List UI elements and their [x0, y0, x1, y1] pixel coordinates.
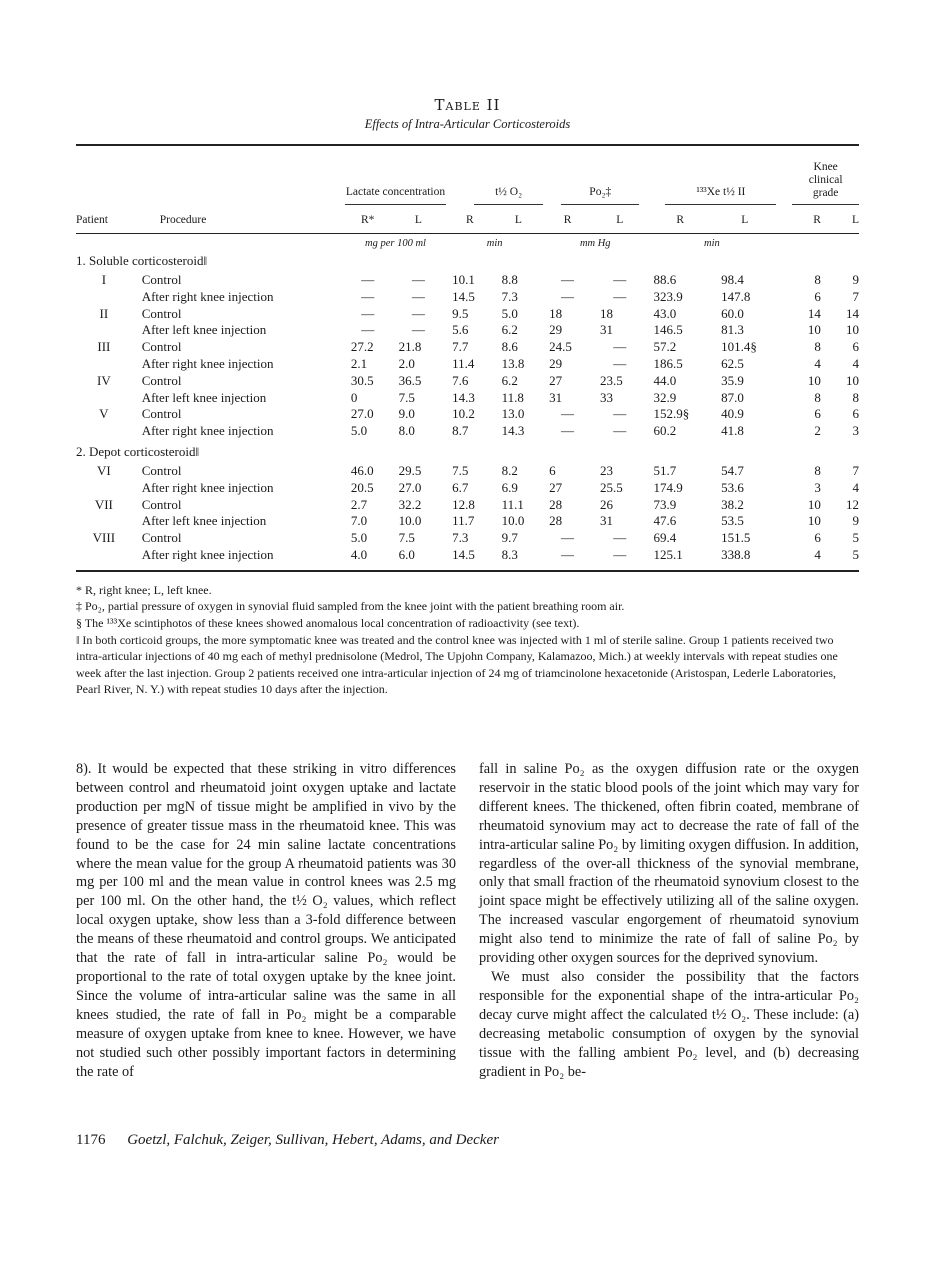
grade-r-cell: 6 — [814, 406, 821, 422]
t-l-cell: 10.0 — [501, 513, 525, 529]
grade-l-cell: 5 — [852, 530, 859, 546]
grade-r-cell: 8 — [814, 389, 821, 405]
t-r-cell: 6.7 — [452, 479, 469, 495]
grade-r-cell: 10 — [807, 372, 821, 388]
header-lactate: Lactate concentration — [345, 186, 446, 205]
grade-l-cell: 10 — [846, 372, 859, 388]
po2-l-cell: — — [613, 339, 627, 355]
grade-l-cell: 8 — [852, 389, 859, 405]
xe-l-cell: 38.2 — [721, 496, 744, 512]
xe-r-cell: 43.0 — [653, 305, 677, 321]
grade-r-cell: 2 — [814, 423, 821, 439]
t-r-cell: 10.2 — [452, 406, 475, 422]
xe-r-cell: 174.9 — [653, 479, 683, 495]
footnote-star: * R, right knee; L, left knee. — [76, 582, 212, 597]
table-row — [76, 513, 859, 530]
t-l-cell: 11.8 — [501, 389, 524, 405]
grade-r-cell: 4 — [814, 355, 821, 371]
procedure-cell: Control — [141, 272, 182, 287]
footnotes — [76, 582, 859, 698]
footnote-dagger: ‡ Po₂, partial pressure of oxygen in synovial fluid sampled from the knee joint with the patient breathing room air. — [76, 599, 625, 614]
procedure-cell: After right knee injection — [141, 423, 274, 439]
left-column — [76, 760, 456, 1081]
t-l-cell: 8.2 — [501, 462, 518, 478]
t-l-cell: 11.1 — [501, 496, 524, 512]
table-row — [76, 289, 859, 306]
patient-cell: III — [97, 339, 111, 355]
right-column — [479, 760, 859, 1081]
xe-r-cell: 69.4 — [653, 530, 677, 546]
patient-cell — [76, 480, 132, 497]
data-table: Lactate concentration t½ O₂ Po₂‡ ¹³³Xe t½ II Knee clinical grade Patient Procedure R* L R L R L R L R L mg per 100 ml min mm Hg min 1. Soluble corticosteroid‖ I Control — — 10.1 8.8 — — 88.6 98.4 8 9 After right knee injection — — 14.5 7.3 — — 323.9 147.8 6 7 II Control — — 9.5 5.0 18 18 43.0 60.0 14 14 After left knee injection — — 5.6 6.2 29 31 146.5 81.3 10 10 III Control 27.2 21.8 7.7 8.6 24.5 — 57.2 101.4§ 8 6 After right knee injection 2.1 2.0 11.4 13.8 29 — 186.5 62.5 4 4 IV Control 30.5 36.5 7.6 6.2 27 23.5 44.0 35.9 10 10 After left knee injection 0 7.5 14.3 11.8 31 33 32.9 87.0 8 8 V Control 27.0 9.0 10.2 13.0 — — 152.9§ 40.9 6 6 After right knee injection 5.0 8.0 8.7 14.3 — — 60.2 41.8 2 3 2. Depot corticosteroid‖ VI Control 46.0 29.5 7.5 8.2 6 23 51.7 54.7 8 7 After right knee injection 20.5 27.0 6.7 6.9 27 25.5 174.9 53.6 3 4 VII Control 2.7 32.2 12.8 11.1 28 26 73.9 38.2 10 12 After left knee injection 7.0 10.0 11.7 10.0 28 31 47.6 53.5 10 9 VIII Control 5.0 7.5 7.3 9.7 — — 69.4 151.5 6 5 After right knee injection 4.0 6.0 14.5 8.3 — — 125.1 338.8 4 5 — [76, 161, 859, 562]
po2-l-cell: 23 — [600, 462, 614, 478]
patient-cell — [76, 322, 132, 339]
patient-cell — [76, 356, 132, 373]
xe-l-cell: 54.7 — [721, 462, 744, 478]
po2-r-cell: 6 — [549, 462, 556, 478]
po2-l-cell: — — [613, 530, 627, 546]
header-knee-grade: Knee clinical grade — [792, 161, 859, 205]
lac-l-cell: 8.0 — [398, 423, 415, 439]
units-po2: mm Hg — [579, 238, 611, 249]
xe-l-cell: 87.0 — [721, 389, 744, 405]
procedure-cell: After left knee injection — [141, 322, 267, 338]
table-row — [76, 322, 859, 339]
t-r-cell: 5.6 — [452, 322, 469, 338]
lac-l-cell: 9.0 — [398, 406, 415, 422]
po2-l-cell: 31 — [600, 322, 614, 338]
patient-cell: VI — [97, 462, 111, 478]
units-xe: min — [704, 238, 720, 249]
lac-l-cell: 7.5 — [398, 389, 415, 405]
t-r-cell: 11.4 — [452, 355, 475, 371]
lac-r-cell: 2.1 — [350, 355, 368, 371]
procedure-cell: After right knee injection — [141, 288, 274, 304]
table-row — [76, 547, 859, 564]
grade-r-cell: 6 — [814, 530, 821, 546]
patient-cell: VIII — [92, 530, 116, 546]
xe-l-cell: 101.4§ — [721, 339, 757, 355]
table-row — [76, 390, 859, 407]
xe-r-cell: 51.7 — [653, 462, 677, 478]
patient-cell — [76, 390, 132, 407]
patient-cell — [76, 289, 132, 306]
xe-l-cell: 98.4 — [721, 272, 744, 287]
procedure-cell: After right knee injection — [141, 479, 274, 495]
grade-l-cell: 4 — [852, 479, 859, 495]
header-po2: Po₂‡ — [561, 186, 639, 205]
lac-r-cell: 27.0 — [350, 406, 374, 422]
page-number: 1176 — [76, 1132, 106, 1148]
xe-l-cell: 81.3 — [721, 322, 744, 338]
t-l-cell: 8.3 — [501, 546, 518, 562]
procedure-cell: Control — [141, 530, 182, 546]
procedure-cell: After right knee injection — [141, 355, 274, 371]
xe-r-cell: 152.9§ — [653, 406, 690, 422]
po2-r-cell: 31 — [549, 389, 563, 405]
bottom-rule — [76, 570, 859, 572]
t-l-cell: 6.2 — [501, 372, 518, 388]
po2-l-cell: — — [613, 355, 627, 371]
po2-l-cell: 25.5 — [600, 479, 623, 495]
lac-r-cell: — — [361, 272, 375, 287]
grade-l-cell: 7 — [852, 462, 859, 478]
xe-l-cell: 41.8 — [721, 423, 744, 439]
grade-l-cell: 10 — [846, 322, 859, 338]
t-l-cell: 13.0 — [501, 406, 525, 422]
po2-l-cell: — — [613, 272, 627, 287]
units-t-half: min — [486, 238, 503, 249]
po2-r-cell: 24.5 — [549, 339, 572, 355]
po2-l-cell: 18 — [600, 305, 614, 321]
table-row — [76, 339, 859, 356]
table-row — [76, 356, 859, 373]
procedure-cell: After left knee injection — [141, 389, 267, 405]
xe-l-cell: 60.0 — [721, 305, 744, 321]
t-l-cell: 6.9 — [501, 479, 518, 495]
footnote-parallel: ‖ In both corticoid groups, the more symptomatic knee was treated and the control knee was injected with 1 ml of sterile saline. Group 1 patients received two intra-articular injections of 40 mg each of methyl prednisolone (Medrol, The Upjohn Company, Kalamazoo, Mich.) at weekly intervals with repeat studies one week after the last injection. Group 2 patients received one intra-articular injection of 24 mg of triamcinolone hexacetonide (Aristospan, Lederle Laboratories, Pearl River, N. Y.) with repeat studies 10 days after the injection. — [76, 632, 838, 697]
table-row — [76, 463, 859, 480]
xe-r-cell: 73.9 — [653, 496, 677, 512]
table-row — [76, 406, 859, 423]
t-l-cell: 9.7 — [501, 530, 518, 546]
table-row — [76, 306, 859, 323]
t-l-cell: 13.8 — [501, 355, 525, 371]
po2-r-cell: 27 — [549, 372, 563, 388]
t-l-cell: 8.6 — [501, 339, 518, 355]
t-l-cell: 8.8 — [501, 272, 518, 287]
po2-r-cell: 18 — [549, 305, 563, 321]
lac-r-cell: 46.0 — [350, 462, 374, 478]
xe-r-cell: 44.0 — [653, 372, 677, 388]
lac-r-cell: 0 — [350, 389, 358, 405]
xe-r-cell: 60.2 — [653, 423, 677, 439]
po2-l-cell: — — [613, 546, 627, 562]
xe-l-cell: 147.8 — [721, 288, 751, 304]
po2-l-cell: 31 — [600, 513, 614, 529]
patient-cell — [76, 423, 132, 440]
t-r-cell: 12.8 — [452, 496, 475, 512]
running-authors: Goetzl, Falchuk, Zeiger, Sullivan, Hebert, Adams, and Decker — [127, 1132, 499, 1148]
procedure-cell: After left knee injection — [141, 513, 267, 529]
lac-r-cell: 2.7 — [350, 496, 368, 512]
header-xe: ¹³³Xe t½ II — [665, 186, 776, 205]
lac-l-cell: — — [411, 305, 425, 321]
t-l-cell: 6.2 — [501, 322, 518, 338]
grade-l-cell: 3 — [852, 423, 859, 439]
lac-r-cell: — — [361, 305, 375, 321]
t-l-cell: 14.3 — [501, 423, 525, 439]
po2-r-cell: — — [561, 423, 575, 439]
po2-l-cell: — — [613, 423, 627, 439]
grade-r-cell: 10 — [807, 322, 821, 338]
po2-l-cell: — — [613, 288, 627, 304]
lac-l-cell: 21.8 — [398, 339, 422, 355]
grade-r-cell: 8 — [814, 462, 821, 478]
t-l-cell: 7.3 — [501, 288, 518, 304]
lac-l-cell: — — [411, 322, 425, 338]
procedure-cell: Control — [141, 339, 182, 355]
lac-r-cell: — — [361, 322, 375, 338]
t-r-cell: 7.5 — [452, 462, 469, 478]
grade-r-cell: 10 — [807, 513, 821, 529]
lac-l-cell: 27.0 — [398, 479, 422, 495]
grade-r-cell: 6 — [814, 288, 821, 304]
lac-r-cell: 20.5 — [350, 479, 374, 495]
procedure-cell: Control — [141, 372, 182, 388]
t-r-cell: 7.6 — [452, 372, 469, 388]
po2-r-cell: — — [561, 406, 575, 422]
lac-r-cell: — — [361, 288, 375, 304]
procedure-cell: After right knee injection — [141, 546, 274, 562]
xe-r-cell: 47.6 — [653, 513, 677, 529]
grade-l-cell: 14 — [846, 305, 859, 321]
xe-l-cell: 338.8 — [721, 546, 751, 562]
xe-l-cell: 40.9 — [721, 406, 744, 422]
grade-l-cell: 9 — [852, 272, 859, 287]
t-r-cell: 9.5 — [452, 305, 469, 321]
footnote-section: § The ¹³³Xe scintiphotos of these knees showed anomalous local concentration of radioactivity (see text). — [76, 615, 580, 630]
patient-cell: VII — [94, 496, 113, 512]
procedure-cell: Control — [141, 462, 182, 478]
t-l-cell: 5.0 — [501, 305, 518, 321]
po2-l-cell: — — [613, 406, 627, 422]
t-r-cell: 11.7 — [452, 513, 475, 529]
procedure-cell: Control — [141, 406, 182, 422]
header-t-half-o2: t½ O₂ — [474, 186, 543, 205]
lac-l-cell: 2.0 — [398, 355, 415, 371]
lac-r-cell: 7.0 — [350, 513, 368, 529]
lac-r-cell: 4.0 — [350, 546, 368, 562]
po2-r-cell: — — [561, 288, 575, 304]
patient-cell: II — [99, 305, 109, 321]
lac-l-cell: 6.0 — [398, 546, 415, 562]
lac-l-cell: 29.5 — [398, 462, 422, 478]
lac-l-cell: 36.5 — [398, 372, 422, 388]
t-r-cell: 14.5 — [452, 288, 475, 304]
lac-r-cell: 30.5 — [350, 372, 374, 388]
grade-r-cell: 10 — [807, 496, 821, 512]
table-row — [76, 530, 859, 547]
grade-r-cell: 4 — [814, 546, 821, 562]
body-text — [76, 760, 859, 1081]
po2-r-cell: 28 — [549, 496, 563, 512]
lac-l-cell: — — [411, 272, 425, 287]
patient-cell: IV — [97, 372, 111, 388]
table-row — [76, 423, 859, 440]
t-r-cell: 7.7 — [452, 339, 469, 355]
xe-r-cell: 186.5 — [653, 355, 683, 371]
section-label: 1. Soluble corticosteroid‖ — [76, 253, 208, 268]
table-row — [76, 373, 859, 390]
xe-l-cell: 35.9 — [721, 372, 744, 388]
xe-l-cell: 62.5 — [721, 355, 744, 371]
section-label: 2. Depot corticosteroid‖ — [76, 443, 200, 459]
xe-r-cell: 125.1 — [653, 546, 683, 562]
lac-r-cell: 27.2 — [350, 339, 374, 355]
po2-l-cell: 33 — [600, 389, 614, 405]
lac-r-cell: 5.0 — [350, 530, 368, 546]
po2-r-cell: 29 — [549, 322, 563, 338]
po2-r-cell: — — [561, 530, 575, 546]
po2-l-cell: 23.5 — [600, 372, 623, 388]
procedure-cell: Control — [141, 496, 182, 512]
po2-r-cell: — — [561, 546, 575, 562]
xe-l-cell: 53.5 — [721, 513, 744, 529]
grade-l-cell: 6 — [852, 339, 859, 355]
page-footer — [76, 1132, 499, 1149]
po2-r-cell: 28 — [549, 513, 563, 529]
table-row — [76, 480, 859, 497]
patient-cell: V — [99, 406, 109, 422]
units-lactate: mg per 100 ml — [365, 238, 426, 249]
lac-l-cell: — — [411, 288, 425, 304]
grade-l-cell: 7 — [852, 288, 859, 304]
paragraph: 8). It would be expected that these striking in vitro differences between control and rheumatoid joint oxygen uptake and lactate production per mgN of tissue might be amplified in vivo by the presence of greater tissue mass in the rheumatoid knee. This was found to be the case for 24 min saline lactate concentrations where the mean value for the group A rheumatoid patients was 30 mg per 100 ml and the mean value in control knees was 2.5 mg per 100 ml. On the other hand, the t½ O₂ values, which reflect local oxygen uptake, show less than a 3-fold difference between the means of these rheumatoid and control groups. We anticipated that the rate of fall in intra-articular saline Po₂ would be proportional to the rate of total oxygen uptake by the knee joint. Since the volume of intra-articular saline was the same in all knees studied, the rate of fall in Po₂ might be a comparable measure of oxygen uptake from knee to knee. However, we have not studied such other possibly important factors in determining the rate of — [76, 761, 456, 1080]
xe-l-cell: 151.5 — [721, 530, 751, 546]
paragraph: We must also consider the possibility that the factors responsible for the exponential shape of the intra-articular Po₂ decay curve might affect the calculated t½ O₂. These include: (a) decreasing metabolic consumption of oxygen by the synovial tissue with the falling ambient Po₂ level, and (b) decreasing gradient in Po₂ be- — [479, 968, 859, 1080]
po2-r-cell: — — [561, 272, 575, 287]
lac-r-cell: 5.0 — [350, 423, 368, 439]
po2-r-cell: 27 — [549, 479, 563, 495]
table-block — [76, 96, 859, 698]
table-subtitle: Effects of Intra-Articular Corticosteroids — [364, 117, 571, 131]
t-r-cell: 10.1 — [452, 272, 475, 287]
grade-l-cell: 5 — [852, 546, 859, 562]
header-patient: Patient — [76, 214, 108, 226]
xe-r-cell: 32.9 — [653, 389, 677, 405]
table-title: Table II — [434, 96, 501, 114]
grade-r-cell: 3 — [814, 479, 821, 495]
t-r-cell: 14.3 — [452, 389, 475, 405]
patient-cell — [76, 513, 132, 530]
po2-l-cell: 26 — [600, 496, 614, 512]
grade-l-cell: 4 — [852, 355, 859, 371]
table-row — [76, 272, 859, 289]
grade-r-cell: 14 — [807, 305, 821, 321]
grade-r-cell: 8 — [814, 272, 821, 287]
t-r-cell: 8.7 — [452, 423, 469, 439]
t-r-cell: 7.3 — [452, 530, 469, 546]
t-r-cell: 14.5 — [452, 546, 475, 562]
grade-r-cell: 8 — [814, 339, 821, 355]
table-row — [76, 497, 859, 514]
paragraph: fall in saline Po₂ as the oxygen diffusion rate or the oxygen reservoir in the static blood pools of the joint which may vary for different knees. The thickened, often fibrin coated, membrane of rheumatoid synovium may act to decrease the rate of fall of the intra-articular saline Po₂ by limiting oxygen diffusion. In addition, regardless of the over-all thickness of the synovial membrane, only that small fraction of the rheumatoid synovium closest to the joint space might be effectively utilizing all of the saline oxygen. The increased vascular engorgement of rheumatoid synovium might also tend to minimize the rate of fall of saline Po₂ by providing other oxygen sources for the deprived synovium. — [479, 761, 859, 967]
lac-l-cell: 32.2 — [398, 496, 422, 512]
po2-r-cell: 29 — [549, 355, 563, 371]
xe-r-cell: 146.5 — [653, 322, 683, 338]
table-body — [76, 234, 859, 564]
xe-r-cell: 323.9 — [653, 288, 683, 304]
xe-r-cell: 57.2 — [653, 339, 677, 355]
xe-r-cell: 88.6 — [653, 272, 677, 287]
patient-cell: I — [101, 272, 107, 287]
patient-cell — [76, 547, 132, 564]
grade-l-cell: 6 — [852, 406, 859, 422]
lac-l-cell: 7.5 — [398, 530, 415, 546]
header-procedure: Procedure — [159, 214, 207, 226]
xe-l-cell: 53.6 — [721, 479, 744, 495]
procedure-cell: Control — [141, 305, 182, 321]
lac-l-cell: 10.0 — [398, 513, 422, 529]
grade-l-cell: 9 — [852, 513, 859, 529]
grade-l-cell: 12 — [846, 496, 859, 512]
